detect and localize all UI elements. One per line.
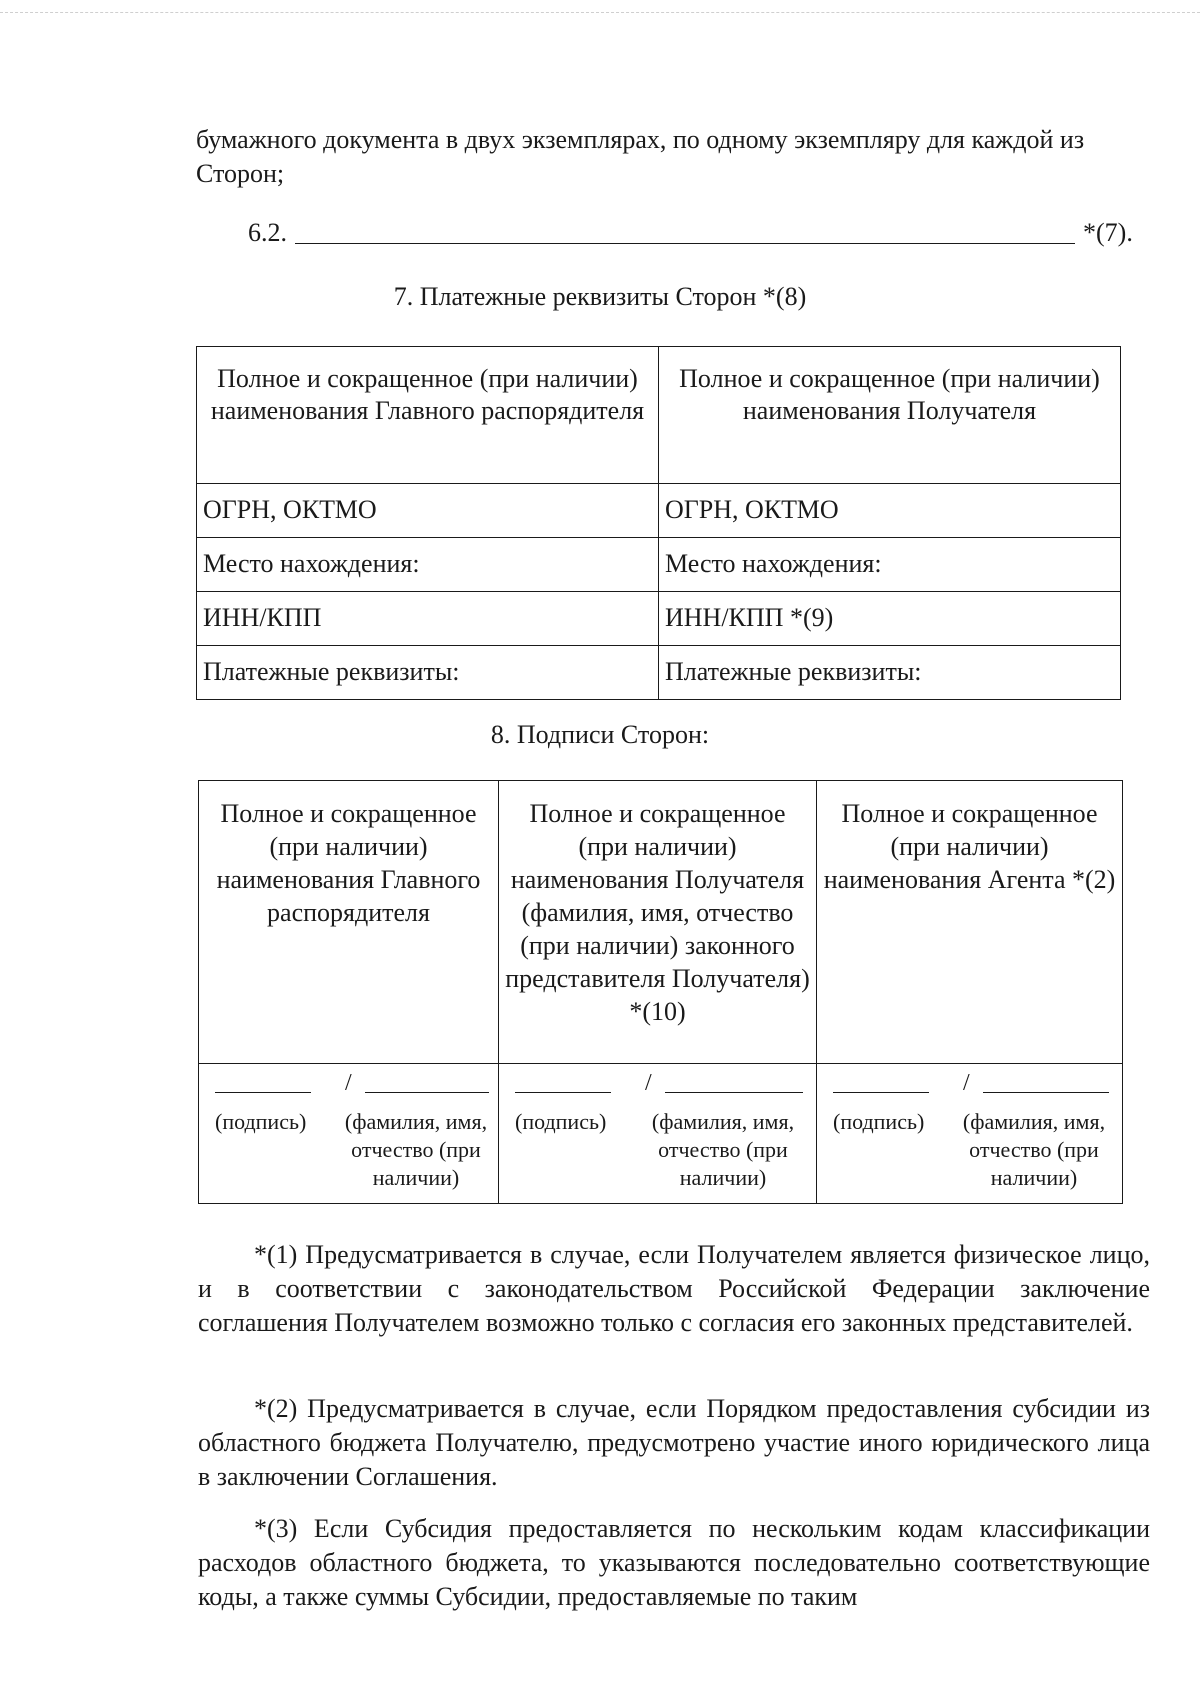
- cell-payment-left: Платежные реквизиты:: [197, 646, 659, 700]
- cell-ogrn-right: ОГРН, ОКТМО: [659, 484, 1121, 538]
- signatures-table: [198, 780, 1123, 1204]
- signature-cell-recipient: [499, 1064, 817, 1204]
- cell-inn-left: ИНН/КПП: [197, 592, 659, 646]
- name-line: [365, 1092, 489, 1093]
- header-chief-administrator: Полное и сокращенное (при наличии) наименования Главного распорядителя: [199, 781, 499, 1064]
- slash-separator: /: [345, 1070, 352, 1096]
- name-line: [665, 1092, 803, 1093]
- signature-label: (подпись): [515, 1109, 607, 1134]
- header-recipient: Полное и сокращенное (при наличии) наименования Получателя: [659, 347, 1121, 484]
- name-label: (фамилия, имя, отчество (при наличии): [344, 1109, 488, 1190]
- name-line: [983, 1092, 1109, 1093]
- section-8-title: 8. Подписи Сторон:: [490, 720, 710, 749]
- footnote-3-text: *(3) Если Субсидия предоставляется по нескольким кодам классификации расходов областного бюджета, то указываются последовательно соответствующие коды, а также суммы Субсидии, предоставляемые по таким: [198, 1514, 1150, 1611]
- footnote-1: [198, 1238, 1150, 1340]
- table-row: [197, 484, 1121, 538]
- signature-row: [199, 1064, 1123, 1204]
- cell-ogrn-left: ОГРН, ОКТМО: [197, 484, 659, 538]
- name-label: (фамилия, имя, отчество (при наличии): [651, 1109, 795, 1190]
- cell-address-left: Место нахождения:: [197, 538, 659, 592]
- clause-6-2-number: 6.2.: [248, 218, 287, 247]
- signature-line: [515, 1092, 611, 1093]
- section-7-title: 7. Платежные реквизиты Сторон *(8): [393, 282, 807, 311]
- footnote-1-text: *(1) Предусматривается в случае, если Получателем является физическое лицо, и в соответствии с законодательством Российской Федерации заключение соглашения Получателем возможно только с согласия его законных представителей.: [198, 1240, 1150, 1337]
- footnote-2: [198, 1392, 1150, 1494]
- table-row: [197, 592, 1121, 646]
- signature-line: [215, 1092, 311, 1093]
- table-row: [197, 538, 1121, 592]
- signature-cell-agent: [817, 1064, 1123, 1204]
- header-agent: Полное и сокращенное (при наличии) наименования Агента *(2): [817, 781, 1123, 1064]
- name-label: (фамилия, имя, отчество (при наличии): [962, 1109, 1106, 1190]
- clause-6-2: [248, 216, 1148, 250]
- payment-table-header: [197, 347, 1121, 484]
- signature-cell-chief: [199, 1064, 499, 1204]
- cell-inn-right: ИНН/КПП *(9): [659, 592, 1121, 646]
- footnote-3: [198, 1512, 1150, 1614]
- cell-address-right: Место нахождения:: [659, 538, 1121, 592]
- slash-separator: /: [645, 1070, 652, 1096]
- footnote-2-text: *(2) Предусматривается в случае, если Порядком предоставления субсидии из областного бюджета Получателю, предусмотрено участие иного юридического лица в заключении Соглашения.: [198, 1394, 1150, 1491]
- header-recipient: Полное и сокращенное (при наличии) наименования Получателя (фамилия, имя, отчество (при наличии) законного представителя Получателя) *(10): [499, 781, 817, 1064]
- clause-6-2-footnote-ref: *(7).: [1083, 218, 1133, 247]
- slash-separator: /: [963, 1070, 970, 1096]
- clause-6-2-blank-line: [295, 242, 1075, 244]
- signatures-table-header: [199, 781, 1123, 1064]
- intro-paragraph: бумажного документа в двух экземплярах, по одному экземпляру для каждой из Сторон;: [196, 125, 1085, 188]
- cell-payment-right: Платежные реквизиты:: [659, 646, 1121, 700]
- signature-label: (подпись): [833, 1109, 925, 1134]
- signature-label: (подпись): [215, 1109, 307, 1134]
- table-row: [197, 646, 1121, 700]
- signature-line: [833, 1092, 929, 1093]
- payment-details-table: [196, 346, 1121, 700]
- header-chief-administrator: Полное и сокращенное (при наличии) наименования Главного распорядителя: [197, 347, 659, 484]
